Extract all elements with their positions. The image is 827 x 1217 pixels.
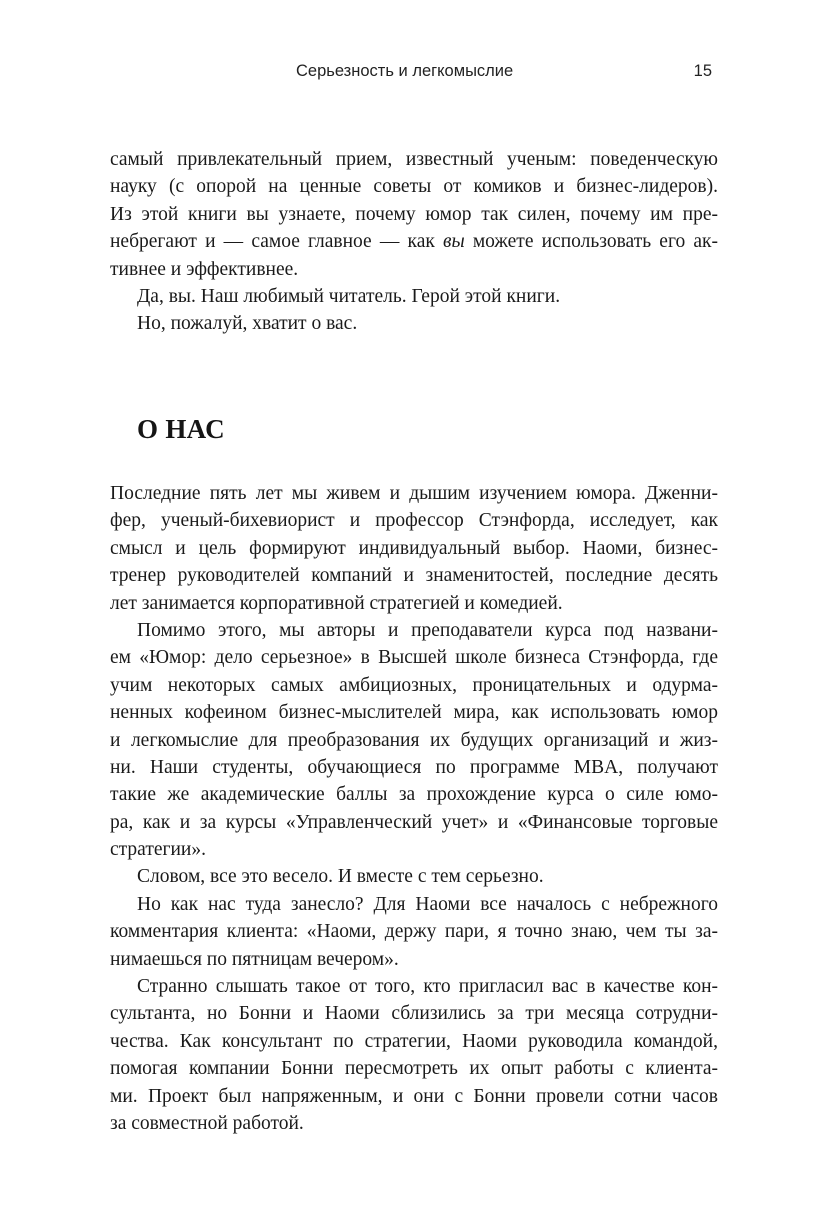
text-line: смысл и цель формируют индивидуальный выбор. Наоми, бизнес- [110,537,718,559]
body-paragraph [110,973,718,1137]
section-heading: О НАС [137,414,225,444]
running-header [110,62,718,86]
body-paragraph [110,617,718,864]
text-line: Странно слышать такое от того, кто пригласил вас в качестве кон- [137,976,718,998]
text-line: лет занимается корпоративной стратегией и комедией. [110,592,563,614]
body-paragraph [110,863,718,890]
text-line: учим некоторых самых амбициозных, проницательных и одурма- [110,674,718,696]
text-line: ем «Юмор: дело серьезное» в Высшей школе бизнеса Стэнфорда, где [110,647,718,669]
text-line: такие же академические баллы за прохождение курса о силе юмо- [110,784,718,806]
text-line: тивнее и эффективнее. [110,258,299,280]
text-line: науку (с опорой на ценные советы от комиков и бизнес-лидеров). [110,176,718,198]
page-number: 15 [693,62,712,80]
text-line: фер, ученый-бихевиорист и профессор Стэнфорда, исследует, как [110,510,718,532]
text-line: ненных кофеином бизнес-мыслителей мира, как использовать юмор [110,702,718,724]
emphasis-text: вы [442,231,465,253]
text-line: тренер руководителей компаний и знаменитостей, последние десять [110,565,718,587]
text-line: Но, пожалуй, хватит о вас. [137,313,358,335]
text-line: ра, как и за курсы «Управленческий учет» и «Финансовые торговые [110,811,718,833]
text-line: стратегии». [110,839,206,861]
text-segment: можете использовать его ак- [464,231,718,253]
text-line: Помимо этого, мы авторы и преподаватели курса под названи- [137,619,718,641]
text-line: чества. Как консультант по стратегии, Наоми руководила командой, [110,1030,718,1052]
text-line: и легкомыслие для преобразования их будущих организаций и жиз- [110,729,718,751]
text-line: ни. Наши студенты, обучающиеся по программе MBA, получают [110,756,718,778]
text-line: Но как нас туда занесло? Для Наоми все началось с небрежного [137,893,718,915]
intro-paragraph [110,146,718,283]
text-line: за совместной работой. [110,1112,304,1134]
text-line: Последние пять лет мы живем и дышим изучением юмора. Дженни- [110,483,718,504]
text-line: сультанта, но Бонни и Наоми сблизились за три месяца сотрудни- [110,1003,718,1025]
text-line: помогая компании Бонни пересмотреть их опыт работы с клиента- [110,1058,718,1080]
text-line: Из этой книги вы узнаете, почему юмор так силен, почему им пре- [110,203,718,225]
text-line: Да, вы. Наш любимый читатель. Герой этой книги. [137,286,561,307]
text-line: ми. Проект был напряженным, и они с Бонни провели сотни часов [110,1085,718,1107]
running-title: Серьезность и легкомыслие [296,62,514,80]
text-line: комментария клиента: «Наоми, держу пари, я точно знаю, чем ты за- [110,921,718,943]
text-line: Словом, все это весело. И вместе с тем серьезно. [137,866,544,888]
text-line [110,228,718,255]
body-paragraph [110,891,718,973]
text-line: нимаешься по пятницам вечером». [110,948,399,970]
text-line: самый привлекательный прием, известный ученым: поведенческую [110,149,718,170]
text-segment: небрегают и — самое главное — как [110,231,443,253]
section-body [110,480,718,1137]
body-paragraph [110,480,718,617]
intro-short-paragraphs [110,283,718,338]
